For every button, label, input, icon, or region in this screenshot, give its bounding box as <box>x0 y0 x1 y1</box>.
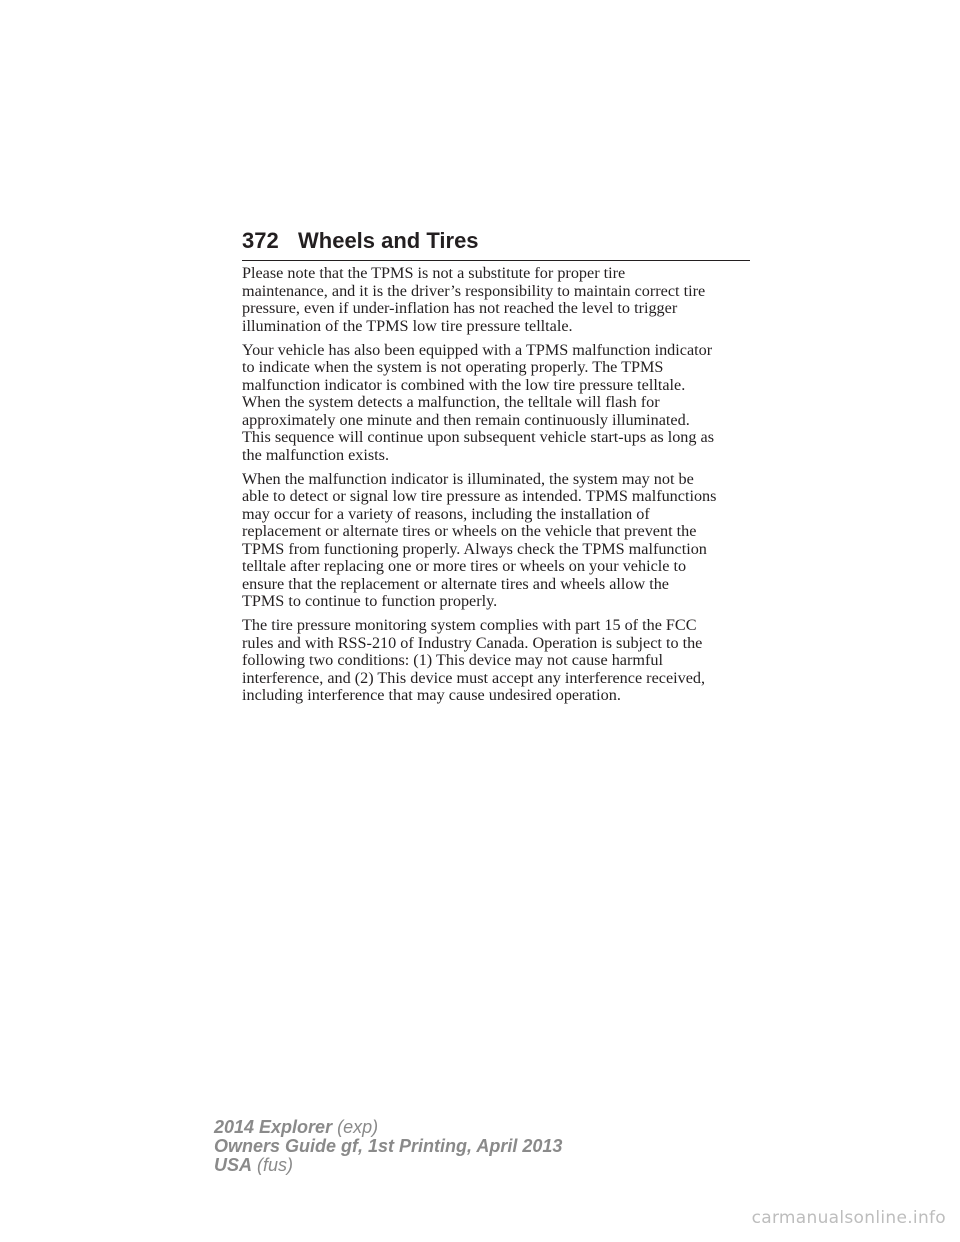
page-header <box>242 228 750 261</box>
page-number: 372 <box>242 228 279 253</box>
section-title: Wheels and Tires <box>298 228 479 253</box>
paragraph-tpms-maintenance: Please note that the TPMS is not a substitute for proper tire maintenance, and it is the driver’s responsibility to maintain correct tire pressure, even if under-inflation has not reached the level to trigger illumination of the TPMS low tire pressure telltale. <box>242 264 706 335</box>
paragraph-malfunction-indicator: Your vehicle has also been equipped with a TPMS malfunction indicator to indicate when the system is not operating properly. The TPMS malfunction indicator is combined with the low tire pressure telltale. When the system detects a malfunction, the telltale will flash for approximately one minute and then remain continuously illuminated. This sequence will continue upon subsequent vehicle start-ups as long as the malfunction exists. <box>242 340 715 464</box>
footer-market-code: (fus) <box>257 1155 294 1175</box>
footer-edition: Owners Guide gf, 1st Printing, April 2013 <box>214 1136 563 1156</box>
footer-line-market <box>214 1156 562 1175</box>
document-footer <box>214 1118 562 1175</box>
footer-market: USA <box>214 1155 253 1175</box>
site-watermark: carmanualsonline.info <box>751 1208 946 1228</box>
footer-model-code: (exp) <box>337 1117 379 1137</box>
footer-model: 2014 Explorer <box>214 1117 333 1137</box>
paragraph-malfunction-illuminated: When the malfunction indicator is illuminated, the system may not be able to detect or signal low tire pressure as intended. TPMS malfunctions may occur for a variety of reasons, including the installation of replacement or alternate tires or wheels on the vehicle that prevent the TPMS from functioning properly. Always check the TPMS malfunction telltale after replacing one or more tires or wheels on your vehicle to ensure that the replacement or alternate tires and wheels allow the TPMS to continue to function properly. <box>242 469 717 610</box>
footer-line-edition <box>214 1137 562 1156</box>
footer-line-model <box>214 1118 562 1137</box>
body-text <box>242 265 754 711</box>
paragraph-fcc-compliance: The tire pressure monitoring system complies with part 15 of the FCC rules and with RSS-210 of Industry Canada. Operation is subject to the following two conditions: (1) This device may not cause harmful interference, and (2) This device must accept any interference received, including interference that may cause undesired operation. <box>242 616 706 704</box>
